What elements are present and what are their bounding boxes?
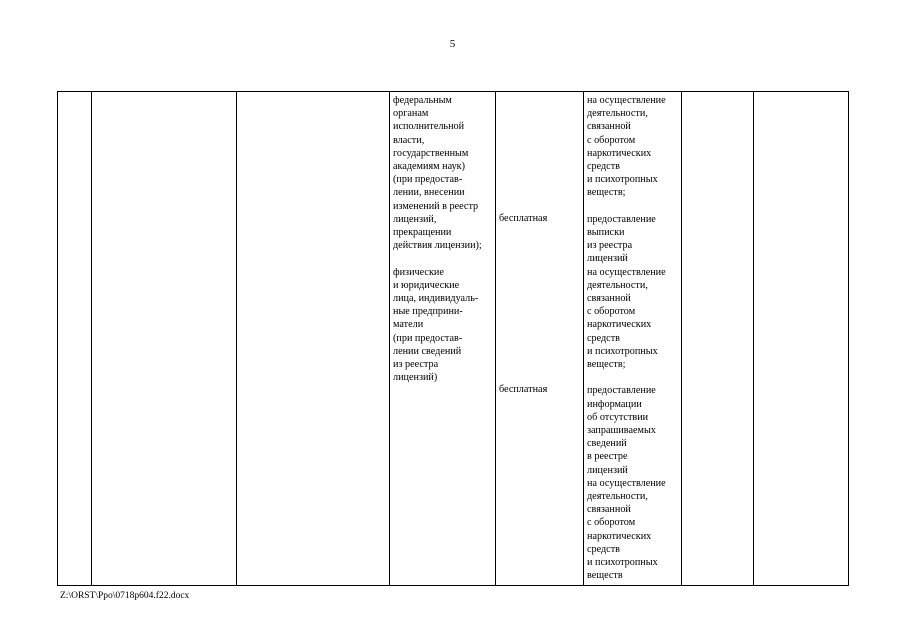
document-table: [57, 91, 849, 586]
applicants-block-persons: [393, 266, 493, 385]
text-line: веществ;: [587, 187, 626, 199]
table-cell-col8: [754, 92, 849, 586]
text-line: предоставление: [587, 213, 656, 225]
table-cell-fee: [496, 92, 584, 586]
text-line: (при предостав-: [393, 332, 463, 344]
text-line: изменений в реестр: [393, 200, 479, 212]
text-line: на осуществление: [587, 477, 666, 489]
text-line: выписки: [587, 227, 625, 239]
text-line: лении сведений: [393, 345, 462, 357]
text-line: из реестра: [587, 240, 633, 252]
text-line: наркотических: [587, 319, 652, 331]
text-line: лицензий,: [393, 213, 437, 225]
text-line: наркотических: [587, 147, 652, 159]
fee-label: бесплатная: [499, 384, 548, 396]
text-line: деятельности,: [587, 279, 648, 291]
text-line: и психотропных: [587, 174, 658, 186]
text-line: деятельности,: [587, 491, 648, 503]
fee-label: бесплатная: [499, 213, 548, 224]
text-line: об отсутствии: [587, 411, 649, 423]
text-line: в реестре: [587, 451, 628, 463]
footer-file-path: Z:\ORST\Ppo\0718p604.f22.docx: [60, 591, 190, 601]
text-line: и юридические: [393, 279, 460, 291]
text-line: наркотических: [587, 530, 652, 542]
text-line: и психотропных: [587, 345, 658, 357]
text-line: средств: [587, 332, 620, 344]
text-line: с оборотом: [587, 517, 636, 529]
text-line: прекращении: [393, 227, 452, 239]
text-line: из реестра: [393, 359, 439, 371]
text-line: на осуществление: [587, 266, 666, 278]
text-line: лицензий): [393, 372, 438, 384]
text-line: с оборотом: [587, 306, 636, 318]
service-block-absence-info: [587, 384, 679, 582]
text-line: лица, индивидуаль-: [393, 293, 479, 305]
table-cell-col2: [92, 92, 237, 586]
table-cell-col7: [682, 92, 754, 586]
table-cell-col1: [58, 92, 92, 586]
text-line: лицензий: [587, 464, 628, 476]
text-line: власти,: [393, 134, 425, 146]
table-row: [58, 92, 849, 586]
table-cell-services: [584, 92, 682, 586]
text-line: физические: [393, 266, 444, 278]
text-line: лении, внесении: [393, 187, 465, 199]
service-block-licensing: [587, 94, 679, 200]
text-line: запрашиваемых: [587, 425, 656, 437]
text-line: федеральным: [393, 95, 452, 106]
text-line: лицензий: [587, 253, 628, 265]
text-line: академиям наук): [393, 161, 466, 173]
text-line: на осуществление: [587, 95, 666, 106]
text-line: средств: [587, 161, 620, 173]
text-line: деятельности,: [587, 108, 648, 120]
text-line: действия лицензии);: [393, 240, 482, 252]
text-line: государственным: [393, 147, 469, 159]
text-line: исполнительной: [393, 121, 465, 133]
service-block-extract: [587, 213, 679, 371]
text-line: ные предприни-: [393, 306, 463, 318]
text-line: средств: [587, 543, 620, 555]
table-cell-col3: [237, 92, 390, 586]
text-line: веществ: [587, 570, 623, 582]
text-line: и психотропных: [587, 557, 658, 569]
text-line: (при предостав-: [393, 174, 463, 186]
text-line: связанной: [587, 504, 631, 516]
text-line: предоставление: [587, 385, 656, 397]
text-line: органам: [393, 108, 429, 120]
applicants-block-government: [393, 94, 493, 252]
text-line: связанной: [587, 293, 631, 305]
text-line: с оборотом: [587, 134, 636, 146]
table-cell-applicants: [390, 92, 496, 586]
text-line: матели: [393, 319, 424, 331]
page-number: 5: [449, 38, 456, 50]
text-line: информации: [587, 398, 642, 410]
text-line: веществ;: [587, 359, 626, 371]
text-line: связанной: [587, 121, 631, 133]
text-line: сведений: [587, 438, 627, 450]
